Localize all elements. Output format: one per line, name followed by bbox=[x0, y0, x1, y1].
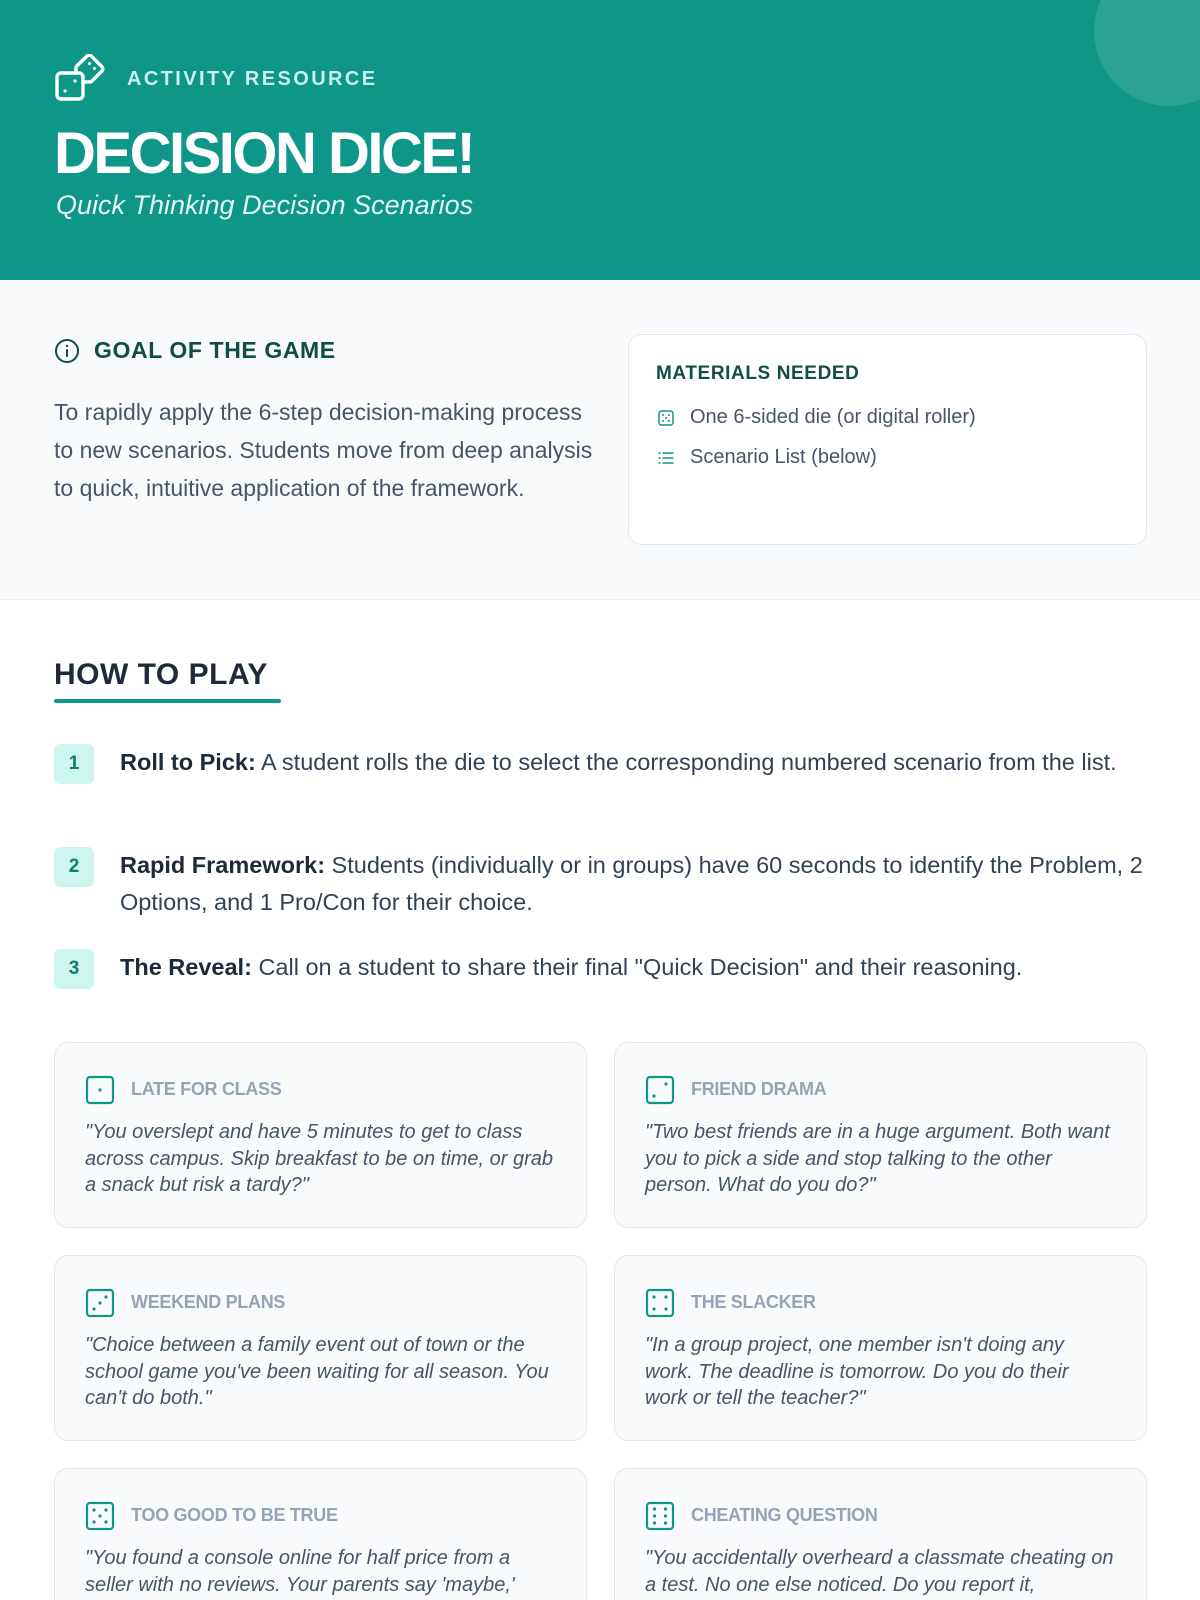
scenario-card bbox=[614, 1468, 1147, 1600]
header-banner bbox=[0, 0, 1200, 280]
die-outline bbox=[647, 1077, 673, 1103]
decorative-circle bbox=[1094, 0, 1200, 106]
die-pip bbox=[104, 1508, 107, 1511]
scenario-card bbox=[54, 1468, 587, 1600]
die-face-6-icon bbox=[645, 1501, 675, 1531]
die-pip bbox=[92, 1508, 95, 1511]
die-icon bbox=[656, 408, 676, 428]
die-pip bbox=[92, 1307, 95, 1310]
page-subtitle: Quick Thinking Decision Scenarios bbox=[56, 190, 474, 220]
scenario-text: "Two best friends are in a huge argument. Both want you to pick a side and stop talking to the other person. What do you do?" bbox=[645, 1121, 1110, 1196]
step-text bbox=[120, 744, 1200, 781]
step-title: The Reveal: bbox=[120, 954, 252, 980]
step-number-badge: 1 bbox=[54, 744, 94, 784]
info-icon bbox=[54, 338, 80, 364]
scenario-text: "You overslept and have 5 minutes to get to class across campus. Skip breakfast to be on time, or grab a snack but risk a tardy?" bbox=[85, 1121, 553, 1196]
scenario-text: "In a group project, one member isn't doing any work. The deadline is tomorrow. Do you do their work or tell the teacher?" bbox=[645, 1334, 1069, 1409]
step-title: Roll to Pick: bbox=[120, 749, 256, 775]
die-pip bbox=[653, 1521, 656, 1524]
scenario-card bbox=[54, 1042, 587, 1228]
die-pip bbox=[98, 1514, 101, 1517]
die-pip bbox=[92, 1520, 95, 1523]
die-face-4-icon bbox=[645, 1288, 675, 1318]
step-number-badge: 2 bbox=[54, 847, 94, 887]
die-pip bbox=[104, 1520, 107, 1523]
step-description: Students (individually or in groups) have 60 seconds to identify the Problem, 2 Options, and 1 Pro/Con for their choice. bbox=[120, 852, 1143, 915]
die-pip bbox=[664, 1082, 667, 1085]
die-pip bbox=[652, 1307, 655, 1310]
die-pip bbox=[664, 1521, 667, 1524]
scenario-title: CHEATING QUESTION bbox=[691, 1505, 878, 1525]
scenario-card bbox=[614, 1042, 1147, 1228]
scenario-text: "Choice between a family event out of town or the school game you've been waiting for all season. You can't do both." bbox=[85, 1334, 549, 1409]
list-icon bbox=[656, 448, 676, 468]
materials-item-label: One 6-sided die (or digital roller) bbox=[690, 406, 976, 428]
dice-icon bbox=[54, 54, 106, 106]
die-pip bbox=[653, 1507, 656, 1510]
die-face-2-icon bbox=[645, 1075, 675, 1105]
die-pip bbox=[98, 1088, 101, 1091]
die-outline bbox=[647, 1290, 673, 1316]
step-description: Call on a student to share their final "Quick Decision" and their reasoning. bbox=[251, 954, 1023, 980]
materials-item-label: Scenario List (below) bbox=[690, 446, 877, 468]
die-pip bbox=[653, 1514, 656, 1517]
materials-item bbox=[656, 406, 976, 429]
scenario-title: THE SLACKER bbox=[691, 1292, 816, 1312]
step-number-badge: 3 bbox=[54, 949, 94, 989]
materials-item bbox=[656, 446, 877, 469]
scenario-text: "You found a console online for half price from a seller with no reviews. Your parents say 'maybe,' bbox=[85, 1547, 515, 1596]
step-description: A student rolls the die to select the corresponding numbered scenario from the list. bbox=[255, 749, 1117, 775]
goal-heading: GOAL OF THE GAME bbox=[94, 337, 336, 363]
scenario-title: WEEKEND PLANS bbox=[131, 1292, 286, 1312]
goal-text: To rapidly apply the 6-step decision-making process to new scenarios. Students move from deep analysis to quick, intuitive application of the framework. bbox=[54, 399, 593, 501]
step-text bbox=[120, 847, 1200, 921]
die-outline bbox=[647, 1503, 673, 1529]
die-face-5-icon bbox=[85, 1501, 115, 1531]
materials-heading: MATERIALS NEEDED bbox=[656, 363, 860, 384]
die-pip bbox=[664, 1514, 667, 1517]
scenario-card bbox=[54, 1255, 587, 1441]
scenario-title: LATE FOR CLASS bbox=[131, 1079, 282, 1099]
heading-underline bbox=[54, 699, 281, 703]
die-pip bbox=[664, 1295, 667, 1298]
die-face-1-icon bbox=[85, 1075, 115, 1105]
step-text bbox=[120, 949, 1200, 986]
materials-card bbox=[628, 334, 1147, 545]
header-kicker: ACTIVITY RESOURCE bbox=[127, 68, 378, 90]
die-pip bbox=[104, 1295, 107, 1298]
die-pip bbox=[652, 1295, 655, 1298]
scenario-title: FRIEND DRAMA bbox=[691, 1079, 827, 1099]
scenario-title: TOO GOOD TO BE TRUE bbox=[131, 1505, 338, 1525]
step-title: Rapid Framework: bbox=[120, 852, 326, 878]
page-title: DECISION DICE! bbox=[54, 121, 474, 186]
die-pip bbox=[664, 1507, 667, 1510]
die-face-3-icon bbox=[85, 1288, 115, 1318]
how-to-play-heading: HOW TO PLAY bbox=[54, 658, 268, 691]
scenario-card bbox=[614, 1255, 1147, 1441]
scenario-text: "You accidentally overheard a classmate cheating on a test. No one else noticed. Do you report it, bbox=[645, 1547, 1114, 1596]
die-pip bbox=[664, 1307, 667, 1310]
die-pip bbox=[98, 1301, 101, 1304]
die-pip bbox=[652, 1094, 655, 1097]
